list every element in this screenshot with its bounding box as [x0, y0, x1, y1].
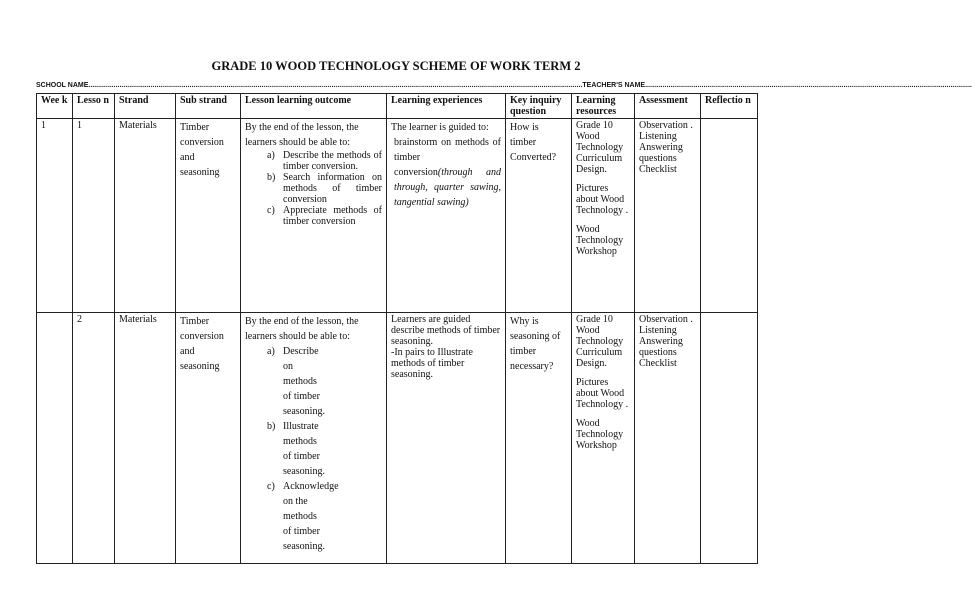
- sub-strand-cell: [176, 313, 241, 564]
- strand-cell: [115, 313, 176, 564]
- key-inquiry-question: Why is seasoning of timber necessary?: [510, 316, 561, 372]
- assessment-item: Listening: [639, 131, 677, 142]
- experiences-intro: Learners are guided describe methods of timber seasoning.: [391, 314, 501, 347]
- table-row: [37, 313, 758, 564]
- resource-item: Pictures about Wood Technology .: [576, 377, 629, 410]
- outcome-text: Acknowledge on the methods of timber seasoning.: [283, 481, 339, 552]
- outcome-intro: By the end of the lesson, the learners should be able to:: [245, 316, 359, 342]
- outcome-cell: [241, 313, 387, 564]
- document-title: GRADE 10 WOOD TECHNOLOGY SCHEME OF WORK TERM 2: [211, 59, 581, 73]
- column-header: Wee k: [37, 94, 73, 119]
- outcome-label: a): [267, 346, 275, 357]
- outcome-list: [245, 344, 382, 554]
- experiences-main: -In pairs to Illustrate methods of timber seasoning.: [391, 347, 473, 380]
- column-header: Reflectio n: [701, 94, 758, 119]
- experiences-main: brainstorm on methods of timber conversion: [394, 137, 501, 178]
- column-header: Lesso n: [73, 94, 115, 119]
- name-line: SCHOOL NAME..............................................................................................................................................................................................................................................................TEACHER'S NAME........................................................................................................................................................................: [36, 82, 972, 89]
- resources-cell: [572, 119, 635, 313]
- column-header: Sub strand: [176, 94, 241, 119]
- strand: Materials: [119, 314, 157, 325]
- outcome-text: Appreciate methods of timber conversion: [283, 205, 382, 227]
- outcome-item: [267, 205, 382, 227]
- assessment-item: Observation .: [639, 314, 693, 325]
- question-cell: [506, 313, 572, 564]
- outcome-text: Describe the methods of timber conversion.: [283, 150, 382, 172]
- strand-cell: [115, 119, 176, 313]
- outcome-label: c): [267, 481, 275, 492]
- outcome-item: [267, 419, 325, 479]
- outcome-text: Describe on methods of timber seasoning.: [283, 346, 325, 417]
- outcome-item: [267, 344, 325, 419]
- resource-item: Grade 10 Wood Technology Curriculum Design.: [576, 314, 624, 369]
- outcome-label: c): [267, 205, 275, 216]
- reflection-cell: [701, 313, 758, 564]
- sub-strand: Timber conversion and seasoning: [180, 122, 224, 178]
- outcome-text: Illustrate methods of timber seasoning.: [283, 421, 325, 477]
- experiences-text: [391, 135, 501, 210]
- assessment-cell: [635, 313, 701, 564]
- column-header: Strand: [115, 94, 176, 119]
- header-row: [37, 94, 758, 119]
- assessment-item: Checklist: [639, 164, 677, 175]
- teacher-name-label: TEACHER'S NAME: [582, 82, 646, 89]
- strand: Materials: [119, 120, 157, 131]
- outcome-item: [267, 172, 382, 205]
- key-inquiry-question: How is timber Converted?: [510, 122, 557, 163]
- outcome-list: [245, 150, 382, 227]
- table-row: [37, 119, 758, 313]
- assessment-item: Observation .: [639, 120, 693, 131]
- resources-cell: [572, 313, 635, 564]
- experiences-examples: (through and through, quarter sawing, tangential sawing): [394, 167, 501, 208]
- column-header: Learning resources: [572, 94, 635, 119]
- assessment-cell: [635, 119, 701, 313]
- column-header: Assessment: [635, 94, 701, 119]
- lesson: 2: [77, 314, 82, 325]
- lesson: 1: [77, 120, 82, 131]
- reflection-cell: [701, 119, 758, 313]
- week-cell: [37, 313, 73, 564]
- column-header: Learning experiences: [387, 94, 506, 119]
- lesson-cell: [73, 313, 115, 564]
- outcome-item: [267, 150, 382, 172]
- outcome-label: b): [267, 421, 276, 432]
- assessment-item: Checklist: [639, 358, 677, 369]
- resource-item: Pictures about Wood Technology .: [576, 183, 629, 216]
- assessment-item: Answering questions: [639, 142, 683, 164]
- outcome-intro: By the end of the lesson, the learners should be able to:: [245, 122, 359, 148]
- experiences-intro: The learner is guided to:: [391, 122, 489, 133]
- assessment-item: Listening: [639, 325, 677, 336]
- outcome-item: [267, 479, 339, 554]
- outcome-text: Search information on methods of timber conversion: [283, 172, 382, 205]
- outcome-label: a): [267, 150, 275, 161]
- lesson-cell: [73, 119, 115, 313]
- resource-item: Grade 10 Wood Technology Curriculum Design.: [576, 120, 624, 175]
- experiences-cell: [387, 313, 506, 564]
- column-header: Lesson learning outcome: [241, 94, 387, 119]
- school-name-label: SCHOOL NAME: [36, 82, 89, 89]
- week: 1: [41, 120, 46, 131]
- sub-strand-cell: [176, 119, 241, 313]
- experiences-cell: [387, 119, 506, 313]
- sub-strand: Timber conversion and seasoning: [180, 316, 224, 372]
- resource-item: Wood Technology Workshop: [576, 224, 624, 257]
- assessment-item: Answering questions: [639, 336, 683, 358]
- outcome-label: b): [267, 172, 276, 183]
- scheme-of-work-table: [36, 93, 758, 564]
- resource-item: Wood Technology Workshop: [576, 418, 624, 451]
- question-cell: [506, 119, 572, 313]
- column-header: Key inquiry question: [506, 94, 572, 119]
- outcome-cell: [241, 119, 387, 313]
- week-cell: [37, 119, 73, 313]
